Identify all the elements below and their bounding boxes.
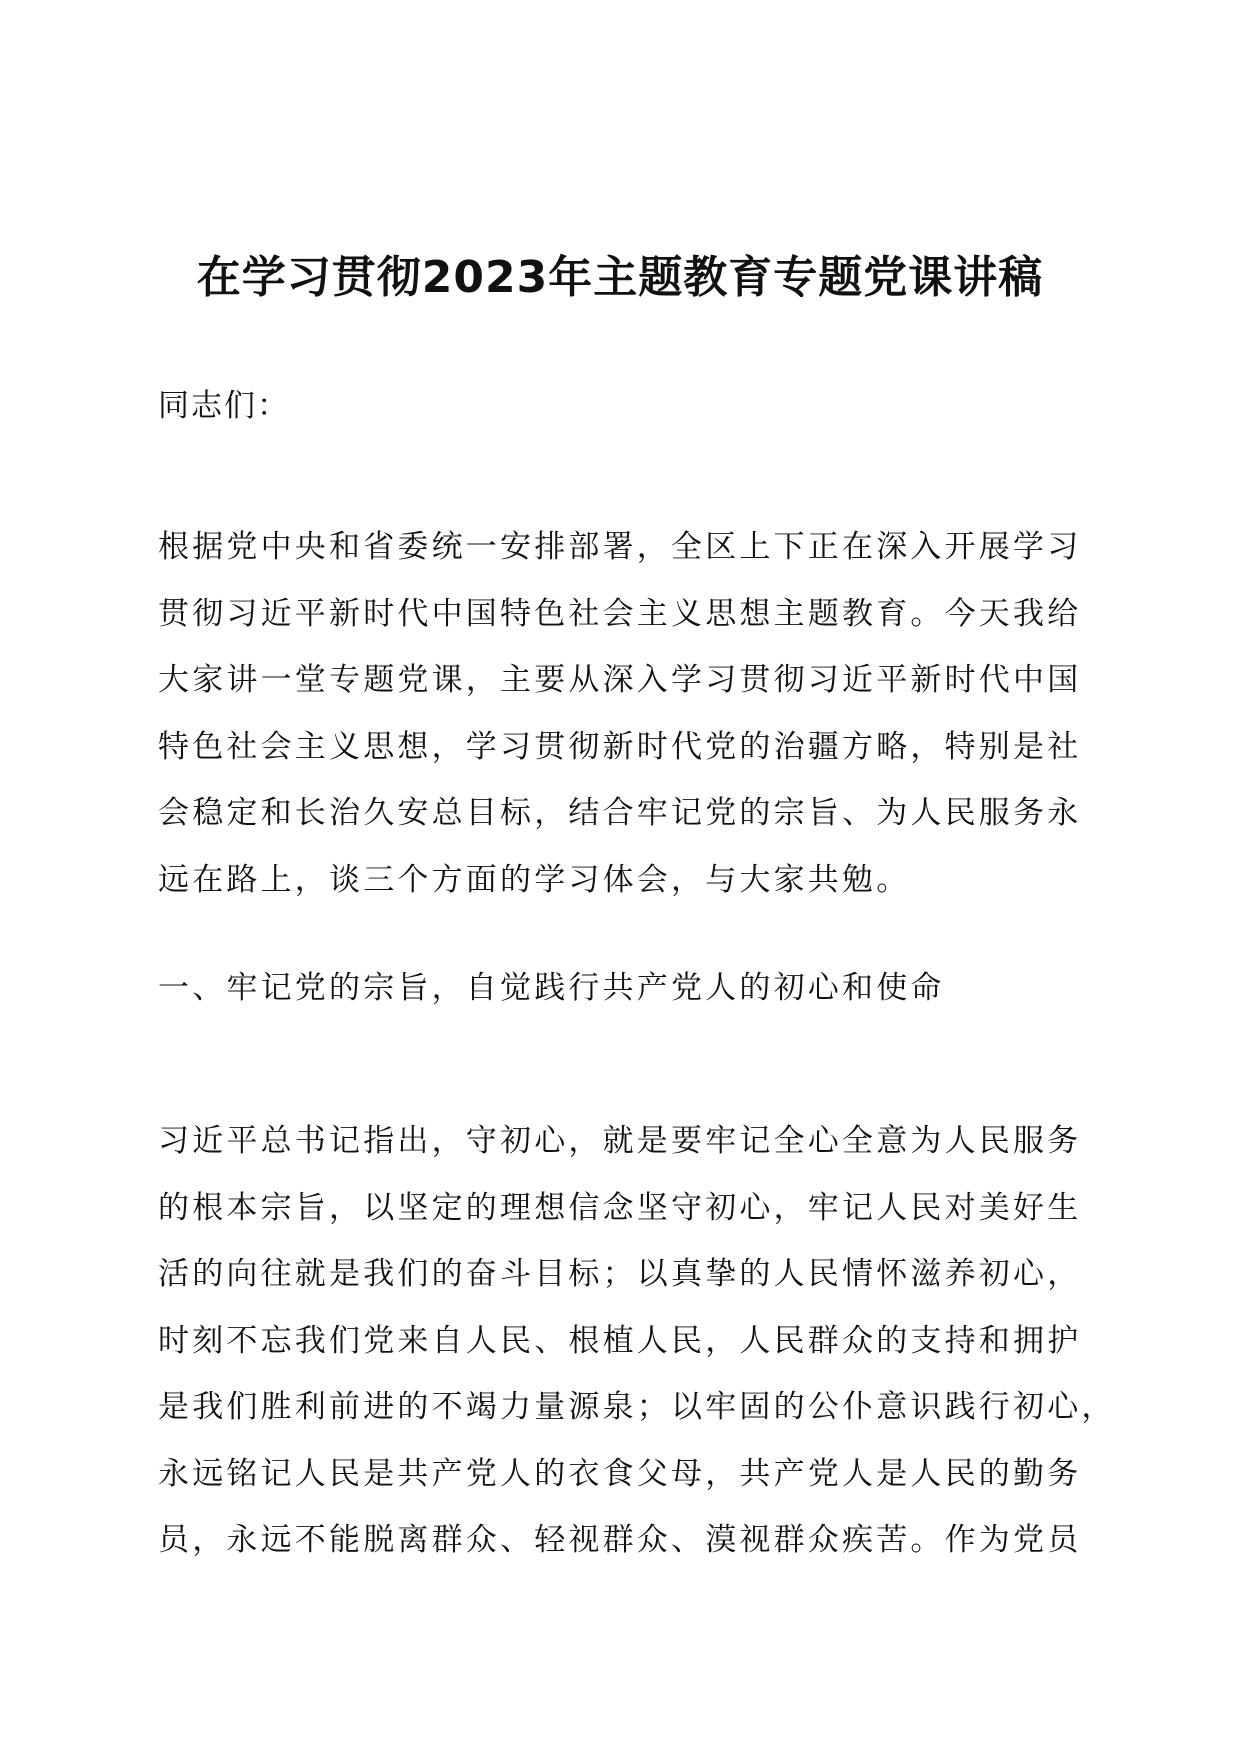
intro-paragraph [158, 514, 1098, 913]
intro-line: 远在路上，谈三个方面的学习体会，与大家共勉。 [158, 861, 911, 898]
section-1-line: 是我们胜利前进的不竭力量源泉；以牢固的公仆意识践行初心， [158, 1389, 1116, 1425]
section-1-heading: 一、牢记党的宗旨，自觉践行共产党人的初心和使命 [158, 970, 945, 1006]
section-1-line: 活的向往就是我们的奋斗目标；以真挚的人民情怀滋养初心， [158, 1256, 1082, 1292]
section-1-line: 习近平总书记指出，守初心，就是要牢记全心全意为人民服务 [158, 1123, 1082, 1159]
section-1-paragraph [158, 1108, 1116, 1574]
salutation: 同志们： [158, 388, 290, 424]
intro-line: 根据党中央和省委统一安排部署，全区上下正在深入开展学习 [158, 529, 1082, 565]
intro-line: 大家讲一堂专题党课，主要从深入学习贯彻习近平新时代中国 [158, 662, 1082, 698]
document-title: 在学习贯彻2023年主题教育专题党课讲稿 [196, 252, 1044, 303]
section-1-line: 时刻不忘我们党来自人民、根植人民，人民群众的支持和拥护 [158, 1322, 1082, 1359]
intro-line: 会稳定和长治久安总目标，结合牢记党的宗旨、为人民服务永 [158, 795, 1082, 831]
intro-line: 特色社会主义思想，学习贯彻新时代党的治疆方略，特别是社 [158, 728, 1082, 765]
section-1-line: 员，永远不能脱离群众、轻视群众、漠视群众疾苦。作为党员 [158, 1522, 1082, 1558]
section-1-line: 的根本宗旨，以坚定的理想信念坚守初心，牢记人民对美好生 [158, 1189, 1082, 1226]
intro-line: 贯彻习近平新时代中国特色社会主义思想主题教育。今天我给 [158, 595, 1082, 632]
section-1-line: 永远铭记人民是共产党人的衣食父母，共产党人是人民的勤务 [158, 1455, 1082, 1492]
